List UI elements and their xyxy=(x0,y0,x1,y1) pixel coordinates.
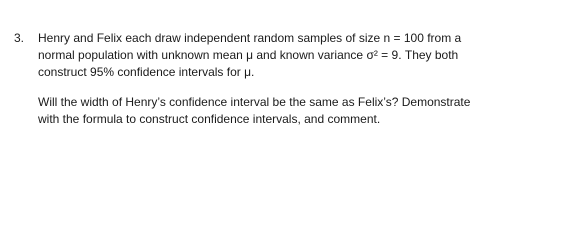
question-block xyxy=(14,30,554,128)
question-text-line: construct 95% confidence intervals for μ. xyxy=(38,65,255,79)
question-paragraph xyxy=(38,30,554,81)
question-text-line: with the formula to construct confidence intervals, and comment. xyxy=(38,112,381,126)
question-number: 3. xyxy=(14,31,25,45)
question-body xyxy=(38,30,554,128)
question-text-line: Henry and Felix each draw independent random samples of size n = 100 from a xyxy=(38,31,462,45)
question-text-line: normal population with unknown mean μ and known variance σ² = 9. They both xyxy=(38,48,459,62)
question-text-line: Will the width of Henry’s confidence interval be the same as Felix’s? Demonstrate xyxy=(38,95,471,109)
question-paragraph xyxy=(38,94,554,128)
